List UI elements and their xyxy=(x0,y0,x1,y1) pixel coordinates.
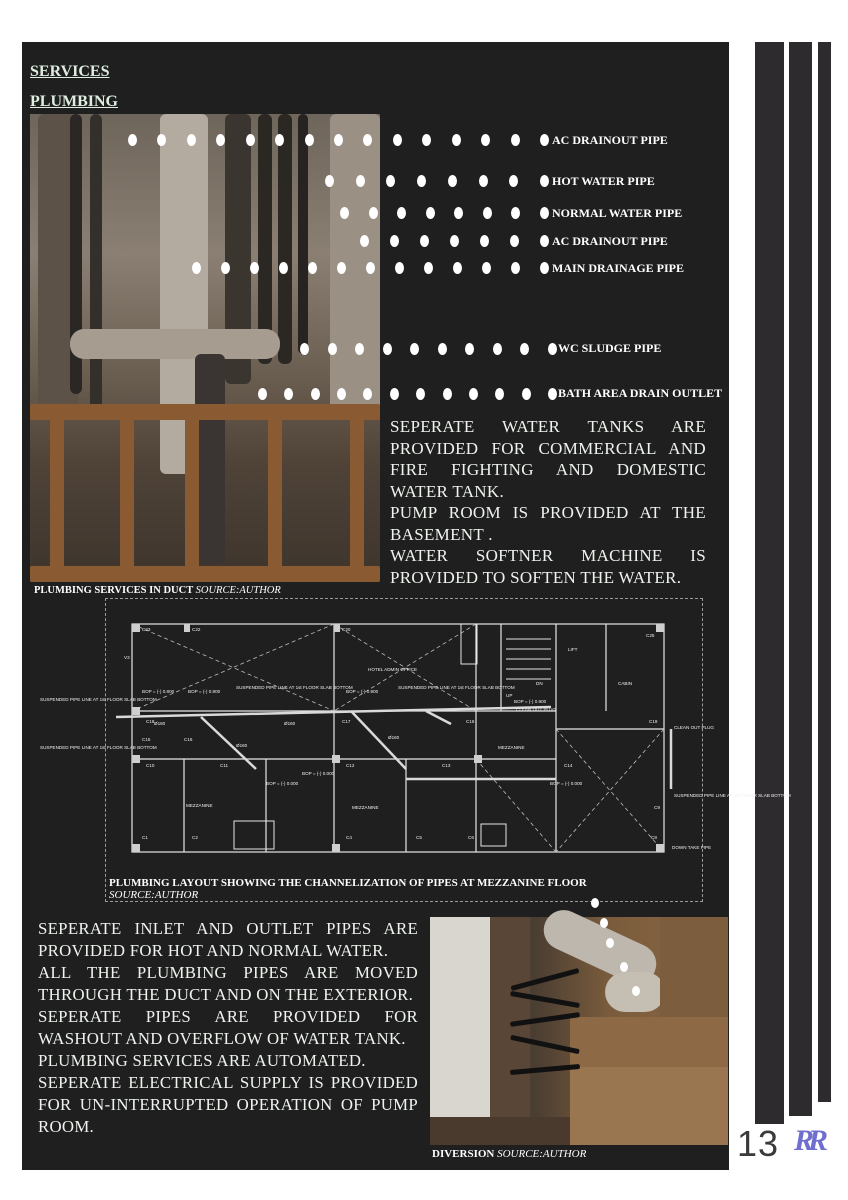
leader-dot xyxy=(540,235,549,247)
plan-column-label: C13 xyxy=(442,763,451,768)
leader-dot xyxy=(493,343,502,355)
leader-dot xyxy=(305,134,314,146)
leader-dot xyxy=(390,235,399,247)
plan-column-label: C18 xyxy=(146,719,155,724)
plan-column-label: C16 xyxy=(466,719,475,724)
pipe-label-normal-water: NORMAL WATER PIPE xyxy=(552,206,683,220)
leader-dot xyxy=(632,986,640,996)
plan-note: CLEAN OUT PLUG xyxy=(674,725,714,730)
leader-dot xyxy=(482,262,491,274)
leader-dot xyxy=(192,262,201,274)
plan-note: Ø160 xyxy=(236,743,248,748)
leader-dot xyxy=(548,388,557,400)
caption-source: SOURCE:AUTHOR xyxy=(109,889,199,901)
plan-note: CLEAN OUT PLUG xyxy=(516,707,556,712)
plan-room-label: UP xyxy=(506,693,513,698)
plan-note: Ø160 xyxy=(388,735,400,740)
paragraph2-line: SEPERATE INLET AND OUTLET PIPES ARE PROVIDED FOR HOT AND NORMAL WATER. xyxy=(38,919,418,960)
plan-note: SUSPENDED PIPE LINE AT 1st FLOOR SLAB BOTTOM xyxy=(40,697,157,702)
plan-note: BOP = (-) 0.900 xyxy=(514,699,547,704)
plan-room-label: MEZZANINE xyxy=(352,805,379,810)
plan-column-label: C25 xyxy=(646,633,655,638)
leader-dot xyxy=(540,175,549,187)
plan-room-label: MEZZANINE xyxy=(186,803,213,808)
plan-column-label: C14 xyxy=(564,763,573,768)
leader-dot xyxy=(620,962,628,972)
paragraph2-line: SEPERATE PIPES ARE PROVIDED FOR WASHOUT AND OVERFLOW OF WATER TANK. xyxy=(38,1007,418,1048)
plan-note: BOP = (-) 0.000 xyxy=(266,781,299,786)
paragraph2-line: PLUMBING SERVICES ARE AUTOMATED. xyxy=(38,1051,366,1070)
leader-dot xyxy=(337,262,346,274)
plan-column-label: C12 xyxy=(346,763,355,768)
plan-column-label: C11 xyxy=(220,763,229,768)
water-tank-paragraph xyxy=(390,416,706,588)
leader-dot xyxy=(424,262,433,274)
plan-note: BOP = (-) 0.800 xyxy=(142,689,175,694)
leader-dot xyxy=(453,262,462,274)
leader-dot xyxy=(420,235,429,247)
subsection-heading: PLUMBING xyxy=(30,93,118,110)
caption-source: SOURCE:AUTHOR xyxy=(497,1148,587,1160)
paragraph1-line: SEPERATE WATER TANKS ARE PROVIDED FOR COMMERCIAL AND FIRE FIGHTING AND DOMESTIC WATER TANK. xyxy=(390,417,706,501)
diversion-caption xyxy=(432,1148,586,1160)
plan-note: Ø160 xyxy=(154,721,166,726)
leader-dot xyxy=(356,175,365,187)
plumbing-layout-drawing xyxy=(40,598,791,902)
leader-dot xyxy=(540,207,549,219)
leader-dot xyxy=(540,134,549,146)
plan-note: SUSPENDED PIPE LINE AT 1st FLOOR SLAB BOTTOM xyxy=(40,745,157,750)
plan-column-label: V3 xyxy=(124,655,130,660)
leader-dot xyxy=(340,207,349,219)
leader-dot xyxy=(187,134,196,146)
leader-dot xyxy=(250,262,259,274)
diversion-photo xyxy=(430,917,728,1145)
plan-column-label: C6 xyxy=(468,835,474,840)
plan-room-label: CABIN xyxy=(618,681,633,686)
pipes-paragraph xyxy=(38,918,418,1138)
plan-room-label: LIFT xyxy=(568,647,578,652)
leader-dot xyxy=(308,262,317,274)
plan-note: BOP = (-) 0.900 xyxy=(188,689,221,694)
plan-column-label: C16 xyxy=(184,737,193,742)
leader-dot xyxy=(395,262,404,274)
leader-dot xyxy=(383,343,392,355)
leader-dot xyxy=(390,388,399,400)
plan-note: Ø160 xyxy=(284,721,296,726)
paragraph1-line: PUMP ROOM IS PROVIDED AT THE BASEMENT . xyxy=(390,503,706,544)
plan-column-label: C1 xyxy=(142,835,148,840)
leader-dot xyxy=(483,207,492,219)
leader-dot xyxy=(426,207,435,219)
leader-dot xyxy=(246,134,255,146)
plan-column-label: C22 xyxy=(192,627,201,632)
layout-caption xyxy=(109,877,587,901)
leader-dot xyxy=(522,388,531,400)
leader-dot xyxy=(591,898,599,908)
leader-dot xyxy=(369,207,378,219)
leader-dot xyxy=(450,235,459,247)
leader-dot xyxy=(548,343,557,355)
plan-note: SUSPENDED PIPE LINE AT 1st FLOOR SLAB BOTTOM xyxy=(236,685,353,690)
plan-column-label: C15 xyxy=(142,737,151,742)
leader-dot xyxy=(452,134,461,146)
plan-svg xyxy=(40,599,791,901)
caption-label: PLUMBING LAYOUT SHOWING THE CHANNELIZATION OF PIPES AT MEZZANINE FLOOR xyxy=(109,877,587,889)
caption-label: DIVERSION xyxy=(432,1148,498,1160)
leader-dot xyxy=(337,388,346,400)
paragraph2-line: ALL THE PLUMBING PIPES ARE MOVED THROUGH THE DUCT AND ON THE EXTERIOR. xyxy=(38,963,418,1004)
plan-note: SUSPENDED PIPE LINE AT 1st FLOOR SLAB BOTTOM xyxy=(398,685,515,690)
paragraph1-line: WATER SOFTNER MACHINE IS PROVIDED TO SOFTEN THE WATER. xyxy=(390,546,706,587)
leader-dot xyxy=(438,343,447,355)
pipe-label-ac-drainout-1: AC DRAINOUT PIPE xyxy=(552,133,668,147)
plan-column-label: C4 xyxy=(346,835,352,840)
leader-dot xyxy=(443,388,452,400)
section-heading: SERVICES xyxy=(30,63,110,80)
plan-column-label: C23 xyxy=(142,627,151,632)
plan-note: BOP = (-) 0.900 xyxy=(346,689,379,694)
pipe-label-hot-water: HOT WATER PIPE xyxy=(552,174,655,188)
leader-dot xyxy=(511,134,520,146)
leader-dot xyxy=(300,343,309,355)
leader-dot xyxy=(510,235,519,247)
plan-room-label: DN xyxy=(536,681,543,686)
plan-column-label: C5 xyxy=(416,835,422,840)
plan-column-label: C10 xyxy=(146,763,155,768)
leader-dot xyxy=(469,388,478,400)
leader-dot xyxy=(393,134,402,146)
plan-column-label: C20 xyxy=(342,627,351,632)
plan-note: SUSPENDED PIPE LINE AT 1st FLOOR SLAB BOTTOM xyxy=(674,793,791,798)
side-stripe-wide xyxy=(755,42,784,1124)
plan-room-label: HOTEL ADMIN OFFICE xyxy=(368,667,418,672)
plan-column-label: C8 xyxy=(651,835,657,840)
leader-dot xyxy=(279,262,288,274)
page-number: 13 xyxy=(737,1123,780,1164)
leader-dot xyxy=(600,918,608,928)
pipe-label-main-drainage: MAIN DRAINAGE PIPE xyxy=(552,261,684,275)
leader-dot xyxy=(221,262,230,274)
plan-note: BOP = (-) 0.000 xyxy=(302,771,335,776)
plan-column-label: C19 xyxy=(649,719,658,724)
pipe-label-ac-drainout-2: AC DRAINOUT PIPE xyxy=(552,234,668,248)
leader-dot xyxy=(128,134,137,146)
leader-dot xyxy=(366,262,375,274)
plan-column-label: C2 xyxy=(192,835,198,840)
side-stripe-middle xyxy=(789,42,812,1116)
caption-label: PLUMBING SERVICES IN DUCT xyxy=(34,585,196,596)
leader-dot xyxy=(328,343,337,355)
paragraph2-line: SEPERATE ELECTRICAL SUPPLY IS PROVIDED FOR UN-INTERRUPTED OPERATION OF PUMP ROOM. xyxy=(38,1073,418,1136)
leader-dot xyxy=(511,262,520,274)
leader-dot xyxy=(448,175,457,187)
leader-dot xyxy=(334,134,343,146)
side-stripe-narrow xyxy=(818,42,831,1102)
plan-room-label: MEZZANINE xyxy=(498,745,525,750)
plan-column-label: C9 xyxy=(654,805,660,810)
leader-dot xyxy=(311,388,320,400)
caption-source: SOURCE:AUTHOR xyxy=(195,585,281,596)
plan-column-label: C17 xyxy=(342,719,351,724)
leader-dot xyxy=(258,388,267,400)
leader-dot xyxy=(480,235,489,247)
plan-note: DOWN TAKE PIPE xyxy=(672,845,712,850)
duct-photo-caption xyxy=(34,585,281,596)
pipe-label-wc-sludge: WC SLUDGE PIPE xyxy=(558,341,662,355)
leader-dot xyxy=(360,235,369,247)
plan-note: BOP = (-) 0.000 xyxy=(550,781,583,786)
pipe-label-bath-drain: BATH AREA DRAIN OUTLET xyxy=(558,386,723,400)
leader-dot xyxy=(479,175,488,187)
leader-dot xyxy=(325,175,334,187)
author-logo: RR xyxy=(794,1124,823,1157)
leader-dot xyxy=(606,938,614,948)
leader-dot xyxy=(540,262,549,274)
